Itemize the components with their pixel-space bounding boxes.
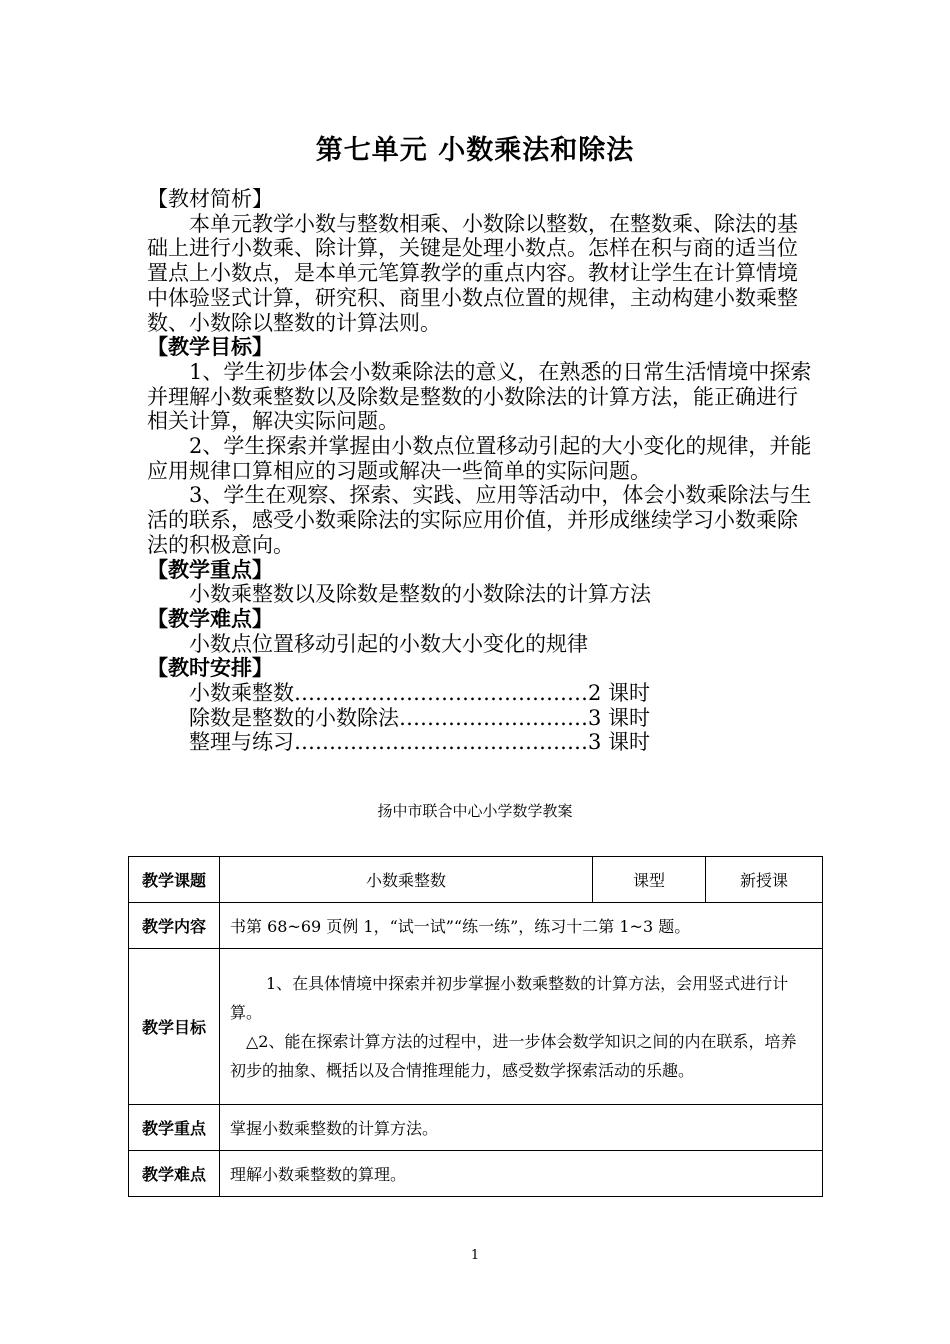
goal-text: 1、在具体情境中探索并初步掌握小数乘整数的计算方法，会用竖式进行计算。	[230, 973, 789, 1022]
schedule-leader: ……………………………………	[294, 730, 588, 755]
type-value: 新授课	[706, 857, 823, 903]
table-row	[129, 1105, 823, 1151]
schedule-item-name: 小数乘整数	[189, 681, 294, 706]
goal-text: △2、能在探索计算方法的过程中，进一步体会数学知识之间的内在联系，培养初步的抽象、概括以及合情推理能力，感受数学探索活动的乐趣。	[230, 1031, 797, 1080]
schedule-row	[147, 681, 812, 706]
schedule-row	[147, 706, 812, 731]
goal-item: 3、学生在观察、探索、实践、应用等活动中，体会小数乘除法与生活的联系，感受小数乘除法的实际应用价值，并形成继续学习小数乘除法的积极意向。	[147, 483, 812, 557]
goal-cell	[220, 949, 823, 1105]
schedule-item-hours: 3 课时	[588, 730, 651, 755]
goals-heading: 【教学目标】	[147, 334, 273, 360]
analysis-heading: 【教材简析】	[147, 187, 273, 211]
schedule-leader: ………………………	[399, 705, 588, 730]
difficulty-value: 理解小数乘整数的算理。	[220, 1151, 823, 1197]
analysis-text: 本单元教学小数与整数相乘、小数除以整数，在整数乘、除法的基础上进行小数乘、除计算，关键是处理小数点。怎样在积与商的适当位置点上小数点，是本单元笔算教学的重点内容。教材让学生在计算情境中体验竖式计算，研究积、商里小数点位置的规律，主动构建小数乘整数、小数除以整数的计算法则。	[147, 211, 798, 335]
table-row	[129, 949, 823, 1105]
school-caption: 扬中市联合中心小学数学教案	[377, 802, 573, 820]
table-row	[129, 1151, 823, 1197]
key-point-text: 小数乘整数以及除数是整数的小数除法的计算方法	[189, 582, 651, 607]
page-title: 第七单元 小数乘法和除法	[315, 135, 635, 166]
schedule-item-hours: 3 课时	[588, 705, 651, 730]
topic-label: 教学课题	[129, 857, 220, 903]
key-label: 教学重点	[129, 1105, 220, 1151]
schedule-item-name: 整理与练习	[189, 730, 294, 755]
goal-item: 2、学生探索并掌握由小数点位置移动引起的大小变化的规律，并能应用规律口算相应的习题或解决一些简单的实际问题。	[147, 434, 812, 483]
difficulty-heading: 【教学难点】	[147, 605, 273, 631]
table-row	[129, 903, 823, 949]
schedule-heading: 【教时安排】	[147, 655, 273, 681]
goal-label: 教学目标	[129, 949, 220, 1105]
topic-value: 小数乘整数	[220, 857, 593, 903]
schedule-row	[147, 730, 812, 755]
type-label: 课型	[593, 857, 706, 903]
schedule-leader: ……………………………………	[294, 681, 588, 706]
table-row	[129, 857, 823, 903]
content-value: 书第 68~69 页例 1，“试一试”“练一练”，练习十二第 1~3 题。	[220, 903, 823, 949]
schedule-item-hours: 2 课时	[588, 681, 651, 706]
goal-item: 1、学生初步体会小数乘除法的意义，在熟悉的日常生活情境中探索并理解小数乘整数以及除数是整数的小数除法的计算方法，能正确进行相关计算，解决实际问题。	[147, 359, 812, 434]
difficulty-label: 教学难点	[129, 1151, 220, 1197]
key-point-heading: 【教学重点】	[147, 556, 273, 582]
page-number: 1	[470, 1248, 480, 1263]
unit-overview	[147, 187, 812, 755]
content-label: 教学内容	[129, 903, 220, 949]
schedule-item-name: 除数是整数的小数除法	[189, 705, 399, 730]
key-value: 掌握小数乘整数的计算方法。	[220, 1105, 823, 1151]
difficulty-text: 小数点位置移动引起的小数大小变化的规律	[189, 631, 588, 656]
lesson-plan-table	[128, 856, 823, 1197]
